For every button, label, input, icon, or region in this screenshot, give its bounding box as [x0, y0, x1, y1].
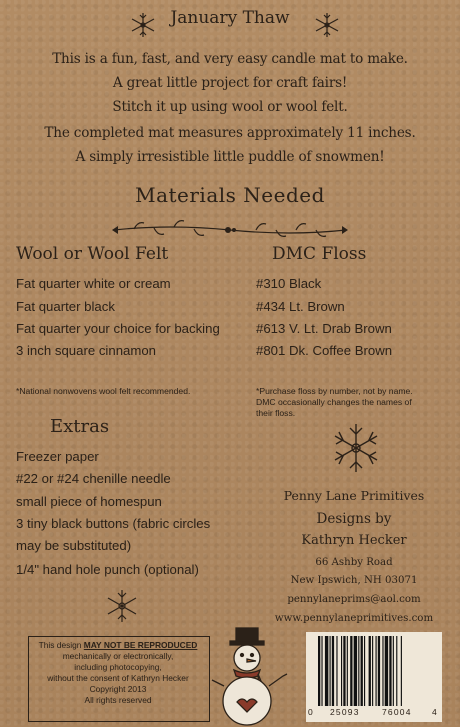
snowflake-icon [330, 422, 382, 474]
barcode-bar [372, 636, 373, 706]
barcode-bar [385, 636, 388, 706]
barcode-bar [325, 636, 328, 706]
extras-item: small piece of homespun [16, 494, 162, 509]
barcode-bar [350, 636, 352, 706]
barcode-bar [321, 636, 322, 706]
floss-note-line: their floss. [256, 408, 296, 418]
floss-item: #801 Dk. Coffee Brown [256, 343, 393, 358]
barcode-bar [341, 636, 342, 706]
barcode-digit: 25093 [330, 707, 360, 717]
wool-item: Fat quarter your choice for backing [16, 321, 220, 336]
barcode-bar [330, 636, 331, 706]
extras-heading: Extras [50, 416, 110, 437]
intro-line: The completed mat measures approximately 11 inches. [44, 125, 416, 141]
floss-note-line: *Purchase floss by number, not by name. [256, 386, 413, 396]
barcode-bar [361, 636, 363, 706]
designer-by: Designs by [316, 511, 392, 527]
extras-item: may be substituted) [16, 538, 132, 553]
barcode-bar [369, 636, 371, 706]
extras-item: 1/4" hand hole punch (optional) [16, 562, 199, 577]
designer-name: Kathryn Hecker [301, 533, 407, 548]
wool-heading: Wool or Wool Felt [16, 244, 169, 264]
snowflake-icon [104, 588, 140, 624]
wool-item: 3 inch square cinnamon [16, 343, 157, 358]
floss-item: #434 Lt. Brown [256, 299, 345, 314]
barcode-bar [378, 636, 380, 706]
intro-line: A great little project for craft fairs! [112, 75, 348, 91]
barcode-bar [354, 636, 357, 706]
copyright-line: mechanically or electronically, [62, 651, 174, 661]
designer-company: Penny Lane Primitives [283, 488, 425, 503]
floss-note-line: DMC occasionally changes the names of [256, 397, 412, 407]
intro-line: A simply irresistible little puddle of snowmen! [75, 149, 385, 165]
barcode-bar [393, 636, 394, 706]
barcode-bar [336, 636, 337, 706]
barcode-bar [332, 636, 334, 706]
extras-item: 3 tiny black buttons (fabric circles [16, 516, 211, 531]
extras-item: Freezer paper [16, 449, 99, 464]
copyright-line: This design MAY NOT BE REPRODUCED [38, 640, 198, 650]
copyright-line: Copyright 2013 [89, 684, 147, 694]
wool-item: Fat quarter black [16, 299, 115, 314]
barcode-bar [364, 636, 365, 706]
barcode-digit: 76004 [382, 707, 412, 717]
designer-city: New Ipswich, NH 03071 [290, 575, 418, 586]
barcode-bar [358, 636, 359, 706]
designer-email: pennylaneprims@aol.com [287, 594, 421, 605]
wool-item: Fat quarter white or cream [16, 276, 171, 291]
copyright-line: All rights reserved [84, 695, 152, 705]
barcode-bar [343, 636, 345, 706]
barcode-bar [318, 636, 320, 706]
barcode-bar [396, 636, 397, 706]
barcode-bar [389, 636, 391, 706]
barcode-bar [382, 636, 383, 706]
copyright-line: including photocopying, [74, 662, 162, 672]
designer-website: www.pennylaneprimitives.com [274, 613, 434, 624]
snowman-icon [210, 626, 288, 726]
vine-divider-icon [110, 218, 350, 242]
wool-note: *National nonwovens wool felt recommended. [16, 386, 191, 396]
barcode-bar [376, 636, 377, 706]
barcode-digit: 0 [308, 707, 313, 717]
copyright-line: without the consent of Kathryn Hecker [47, 673, 189, 683]
barcode-bar [347, 636, 348, 706]
barcode-icon [318, 636, 430, 706]
materials-title: Materials Needed [135, 183, 325, 207]
floss-heading: DMC Floss [272, 244, 367, 264]
intro-line: Stitch it up using wool or wool felt. [112, 99, 348, 115]
designer-address: 66 Ashby Road [315, 557, 393, 568]
floss-item: #613 V. Lt. Drab Brown [256, 321, 392, 336]
intro-line: This is a fun, fast, and very easy candle mat to make. [52, 51, 408, 67]
extras-item: #22 or #24 chenille needle [16, 471, 171, 486]
barcode-digit: 4 [432, 707, 437, 717]
floss-item: #310 Black [256, 276, 322, 291]
pattern-title: January Thaw [170, 8, 290, 28]
barcode-bar [401, 636, 402, 706]
